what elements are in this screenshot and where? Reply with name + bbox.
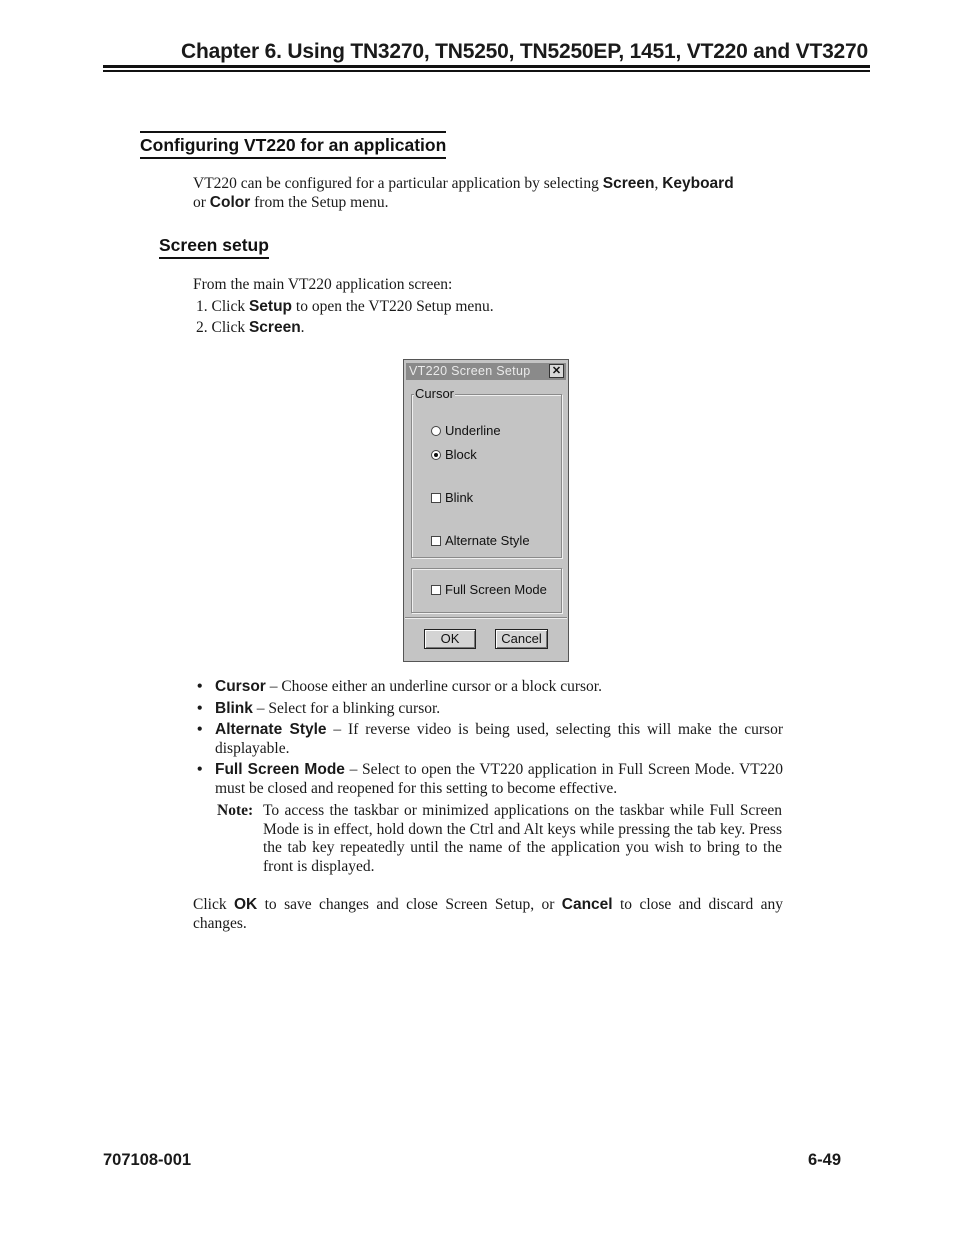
lead-text: From the main VT220 application screen: (193, 276, 453, 293)
step-1: 1. Click Setup to open the VT220 Setup menu. (196, 298, 494, 315)
dialog-title: VT220 Screen Setup (409, 364, 531, 378)
blink-label: Blink (445, 490, 474, 505)
alternate-style-checkbox[interactable] (431, 536, 441, 546)
close-button[interactable] (549, 364, 564, 378)
page-number: 6-49 (807, 1151, 841, 1169)
block-radio[interactable] (431, 450, 441, 460)
cursor-groupbox (411, 394, 562, 558)
intro-paragraph: VT220 can be configured for a particular application by selecting Screen, Keyboard or Color from the Setup menu. (193, 175, 734, 211)
underline-radio[interactable] (431, 426, 441, 436)
cursor-group-label: Cursor (415, 386, 455, 401)
alternate-style-label: Alternate Style (445, 533, 530, 548)
ok-button[interactable]: OK (424, 629, 476, 649)
subsection-heading: Screen setup (159, 235, 269, 259)
dialog-titlebar[interactable] (406, 363, 566, 380)
header-rule-thick (103, 65, 870, 68)
note-text: To access the taskbar or minimized applications on the taskbar while Full Screen Mode is in effect, hold down the Ctrl and Alt keys while pressing the tab key. Press the tab key repeatedly until the name of the application you wish to bring to the front is displayed. (263, 802, 782, 876)
cancel-button[interactable]: Cancel (495, 629, 548, 649)
screen-setup-dialog (403, 359, 569, 662)
full-screen-mode-label: Full Screen Mode (445, 582, 547, 597)
step-2: 2. Click Screen. (196, 319, 305, 336)
section-heading: Configuring VT220 for an application (140, 131, 446, 159)
header-rule-thin (103, 70, 870, 72)
note-label: Note: (217, 802, 254, 819)
underline-label: Underline (445, 423, 501, 438)
dialog-separator (405, 617, 567, 619)
close-icon: ✕ (551, 365, 562, 377)
closing-paragraph: Click OK to save changes and close Screen Setup, or Cancel to close and discard any changes. (193, 896, 783, 932)
document-number: 707108-001 (103, 1151, 192, 1169)
full-screen-mode-checkbox[interactable] (431, 585, 441, 595)
block-label: Block (445, 447, 477, 462)
blink-checkbox[interactable] (431, 493, 441, 503)
fullscreen-groupbox (411, 568, 562, 613)
chapter-title: Chapter 6. Using TN3270, TN5250, TN5250EP, 1451, VT220 and VT3270 (181, 40, 868, 63)
